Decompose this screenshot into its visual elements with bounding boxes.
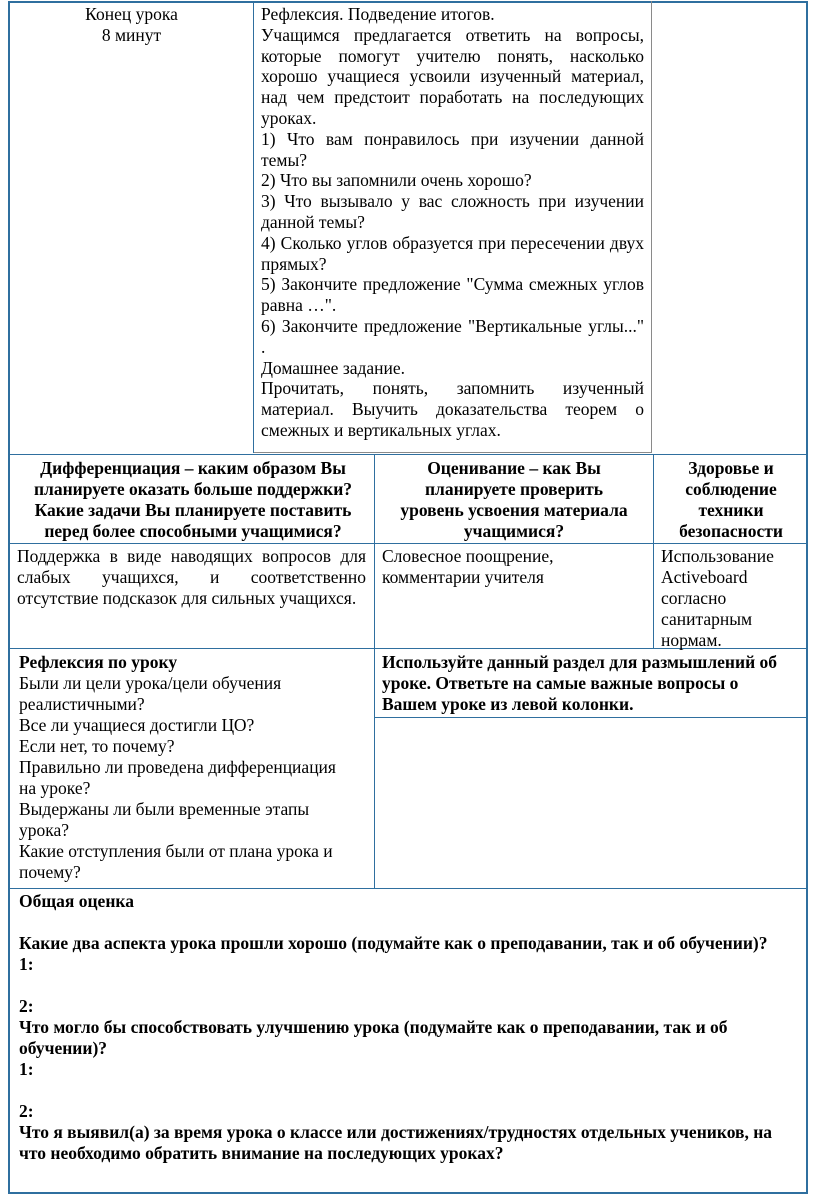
stage-cell [10, 4, 253, 46]
col-divider-b [653, 454, 654, 648]
content-line: Рефлексия. Подведение итогов. [261, 4, 495, 24]
reflection-cell [12, 652, 372, 883]
reflection-question: Выдержаны ли были временные этапы урока? [19, 799, 310, 840]
reflection-divider [374, 648, 375, 888]
differentiation-text: Поддержка в виде наводящих вопросов для слабых учащихся, и соответственно отсутствие подсказок для сильных учащихся. [17, 546, 366, 608]
reflection-instruction: Используйте данный раздел для размышлений об уроке. Ответьте на самые важные вопросы о Вашем уроке из левой колонки. [382, 652, 778, 714]
reflection-title: Рефлексия по уроку [19, 652, 178, 672]
stage-name: Конец урока [85, 4, 178, 24]
content-line: 2) Что вы запомнили очень хорошо? [261, 170, 532, 191]
health-text: Использование Activeboard согласно санитарным нормам. [661, 546, 774, 650]
content-line: Прочитать, понять, запомнить изученный материал. Выучить доказательства теорем о смежных и вертикальных углах. [261, 378, 644, 440]
overall-title: Общая оценка [19, 891, 134, 911]
overall-question-1: Какие два аспекта урока прошли хорошо (подумайте как о преподавании, так и об обучении)? [19, 933, 768, 953]
overall-cell [12, 891, 802, 1164]
differentiation-header: Дифференциация – каким образом Вы планируете оказать больше поддержки? Какие задачи Вы планируете поставить перед более способными учащимися? [33, 458, 353, 541]
assessment-header: Оценивание – как Вы планируете проверить уровень усвоения материала учащимися? [400, 458, 628, 541]
reflection-question: Все ли учащиеся достигли ЦО? [19, 715, 255, 735]
assessment-text: Словесное поощрение, комментарии учителя [382, 546, 554, 587]
overall-question-2: Что могло бы способствовать улучшению урока (подумайте как о преподавании, так и об обучении)? [19, 1017, 728, 1058]
row1-divider-2 [651, 1, 652, 453]
overall-spacer [19, 912, 790, 933]
content-line: Домашнее задание. [261, 357, 406, 378]
col-divider-a [374, 454, 375, 648]
overall-spacer [19, 975, 790, 996]
row4-row5-border [8, 888, 808, 889]
overall-answer-2-1: 1: [19, 1059, 34, 1079]
row1-divider-1 [253, 1, 254, 453]
reflection-question: Если нет, то почему? [19, 736, 175, 756]
overall-answer-2-2: 2: [19, 1101, 34, 1121]
row1-bottom-line [254, 452, 651, 453]
content-line: 4) Сколько углов образуется при пересечении двух прямых? [261, 232, 644, 274]
content-line: Учащимся предлагается ответить на вопросы, которые помогут учителю понять, насколько хорошо учащиеся усвоили изученный материал, над чем предстоит поработать на последующих уроках. [261, 24, 644, 128]
overall-answer-1-2: 2: [19, 996, 34, 1016]
content-line: 1) Что вам понравилось при изучении данной темы? [261, 128, 644, 170]
overall-question-3: Что я выявил(а) за время урока о классе или достижениях/трудностях отдельных учеников, на что необходимо обратить внимание на последующих уроках? [19, 1122, 773, 1163]
content-cell [256, 4, 648, 441]
health-header: Здоровье и соблюдение техники безопасности [679, 458, 783, 541]
content-line: 6) Закончите предложение "Вертикальные углы..." . [261, 315, 644, 357]
overall-answer-1-1: 1: [19, 954, 34, 974]
overall-spacer [19, 1080, 790, 1101]
row2-row3-border [8, 543, 808, 544]
reflection-question: Были ли цели урока/цели обучения реалистичными? [19, 673, 282, 714]
reflection-question: Правильно ли проведена дифференциация на уроке? [19, 757, 336, 798]
reflection-inner-line [374, 717, 808, 718]
stage-duration: 8 минут [101, 25, 162, 45]
content-line: 3) Что вызывало у вас сложность при изучении данной темы? [261, 191, 644, 232]
row1-row2-border [8, 454, 808, 455]
reflection-question: Какие отступления были от плана урока и почему? [19, 841, 333, 882]
content-line: 5) Закончите предложение "Сумма смежных углов равна …". [261, 274, 644, 316]
